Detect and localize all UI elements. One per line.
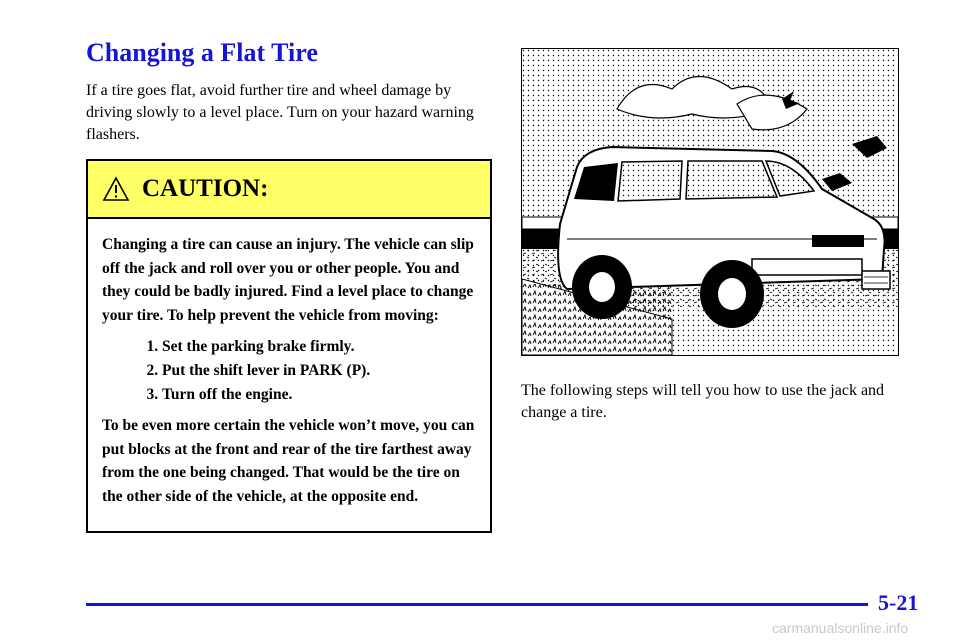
page-number: 5-21 [878, 590, 919, 615]
intro-paragraph: If a tire goes flat, avoid further tire and wheel damage by driving slowly to a level place. Turn on your hazard warning flashers. [86, 82, 474, 143]
footer-rule [86, 603, 868, 606]
caution-header [88, 161, 490, 219]
page-title: Changing a Flat Tire [86, 38, 318, 67]
caution-body [88, 219, 490, 509]
caution-paragraph-2: To be even more certain the vehicle won’t move, you can put blocks at the front and rear of the tire farthest away from the one being changed. That would be the tire on the other side of the vehicle, at the opposite end. [102, 417, 475, 505]
caution-heading: CAUTION: [142, 175, 269, 202]
minivan-flat-tire-illustration [521, 48, 899, 356]
caution-box [86, 159, 492, 533]
caution-step-3: 3. Turn off the engine. [162, 383, 476, 407]
caution-step-1: 1. Set the parking brake firmly. [162, 335, 476, 359]
caution-paragraph-1: Changing a tire can cause an injury. The vehicle can slip off the jack and roll over you or other people. You and they could be badly injured. Find a level place to change your tire. To help prevent the vehicle from moving: [102, 236, 474, 324]
caution-step-2: 2. Put the shift lever in PARK (P). [162, 359, 476, 383]
caution-steps-list [102, 335, 476, 406]
watermark-text: carmanualsonline.info [772, 620, 909, 636]
following-steps-paragraph: The following steps will tell you how to use the jack and change a tire. [521, 382, 885, 421]
warning-triangle-icon [102, 176, 130, 202]
